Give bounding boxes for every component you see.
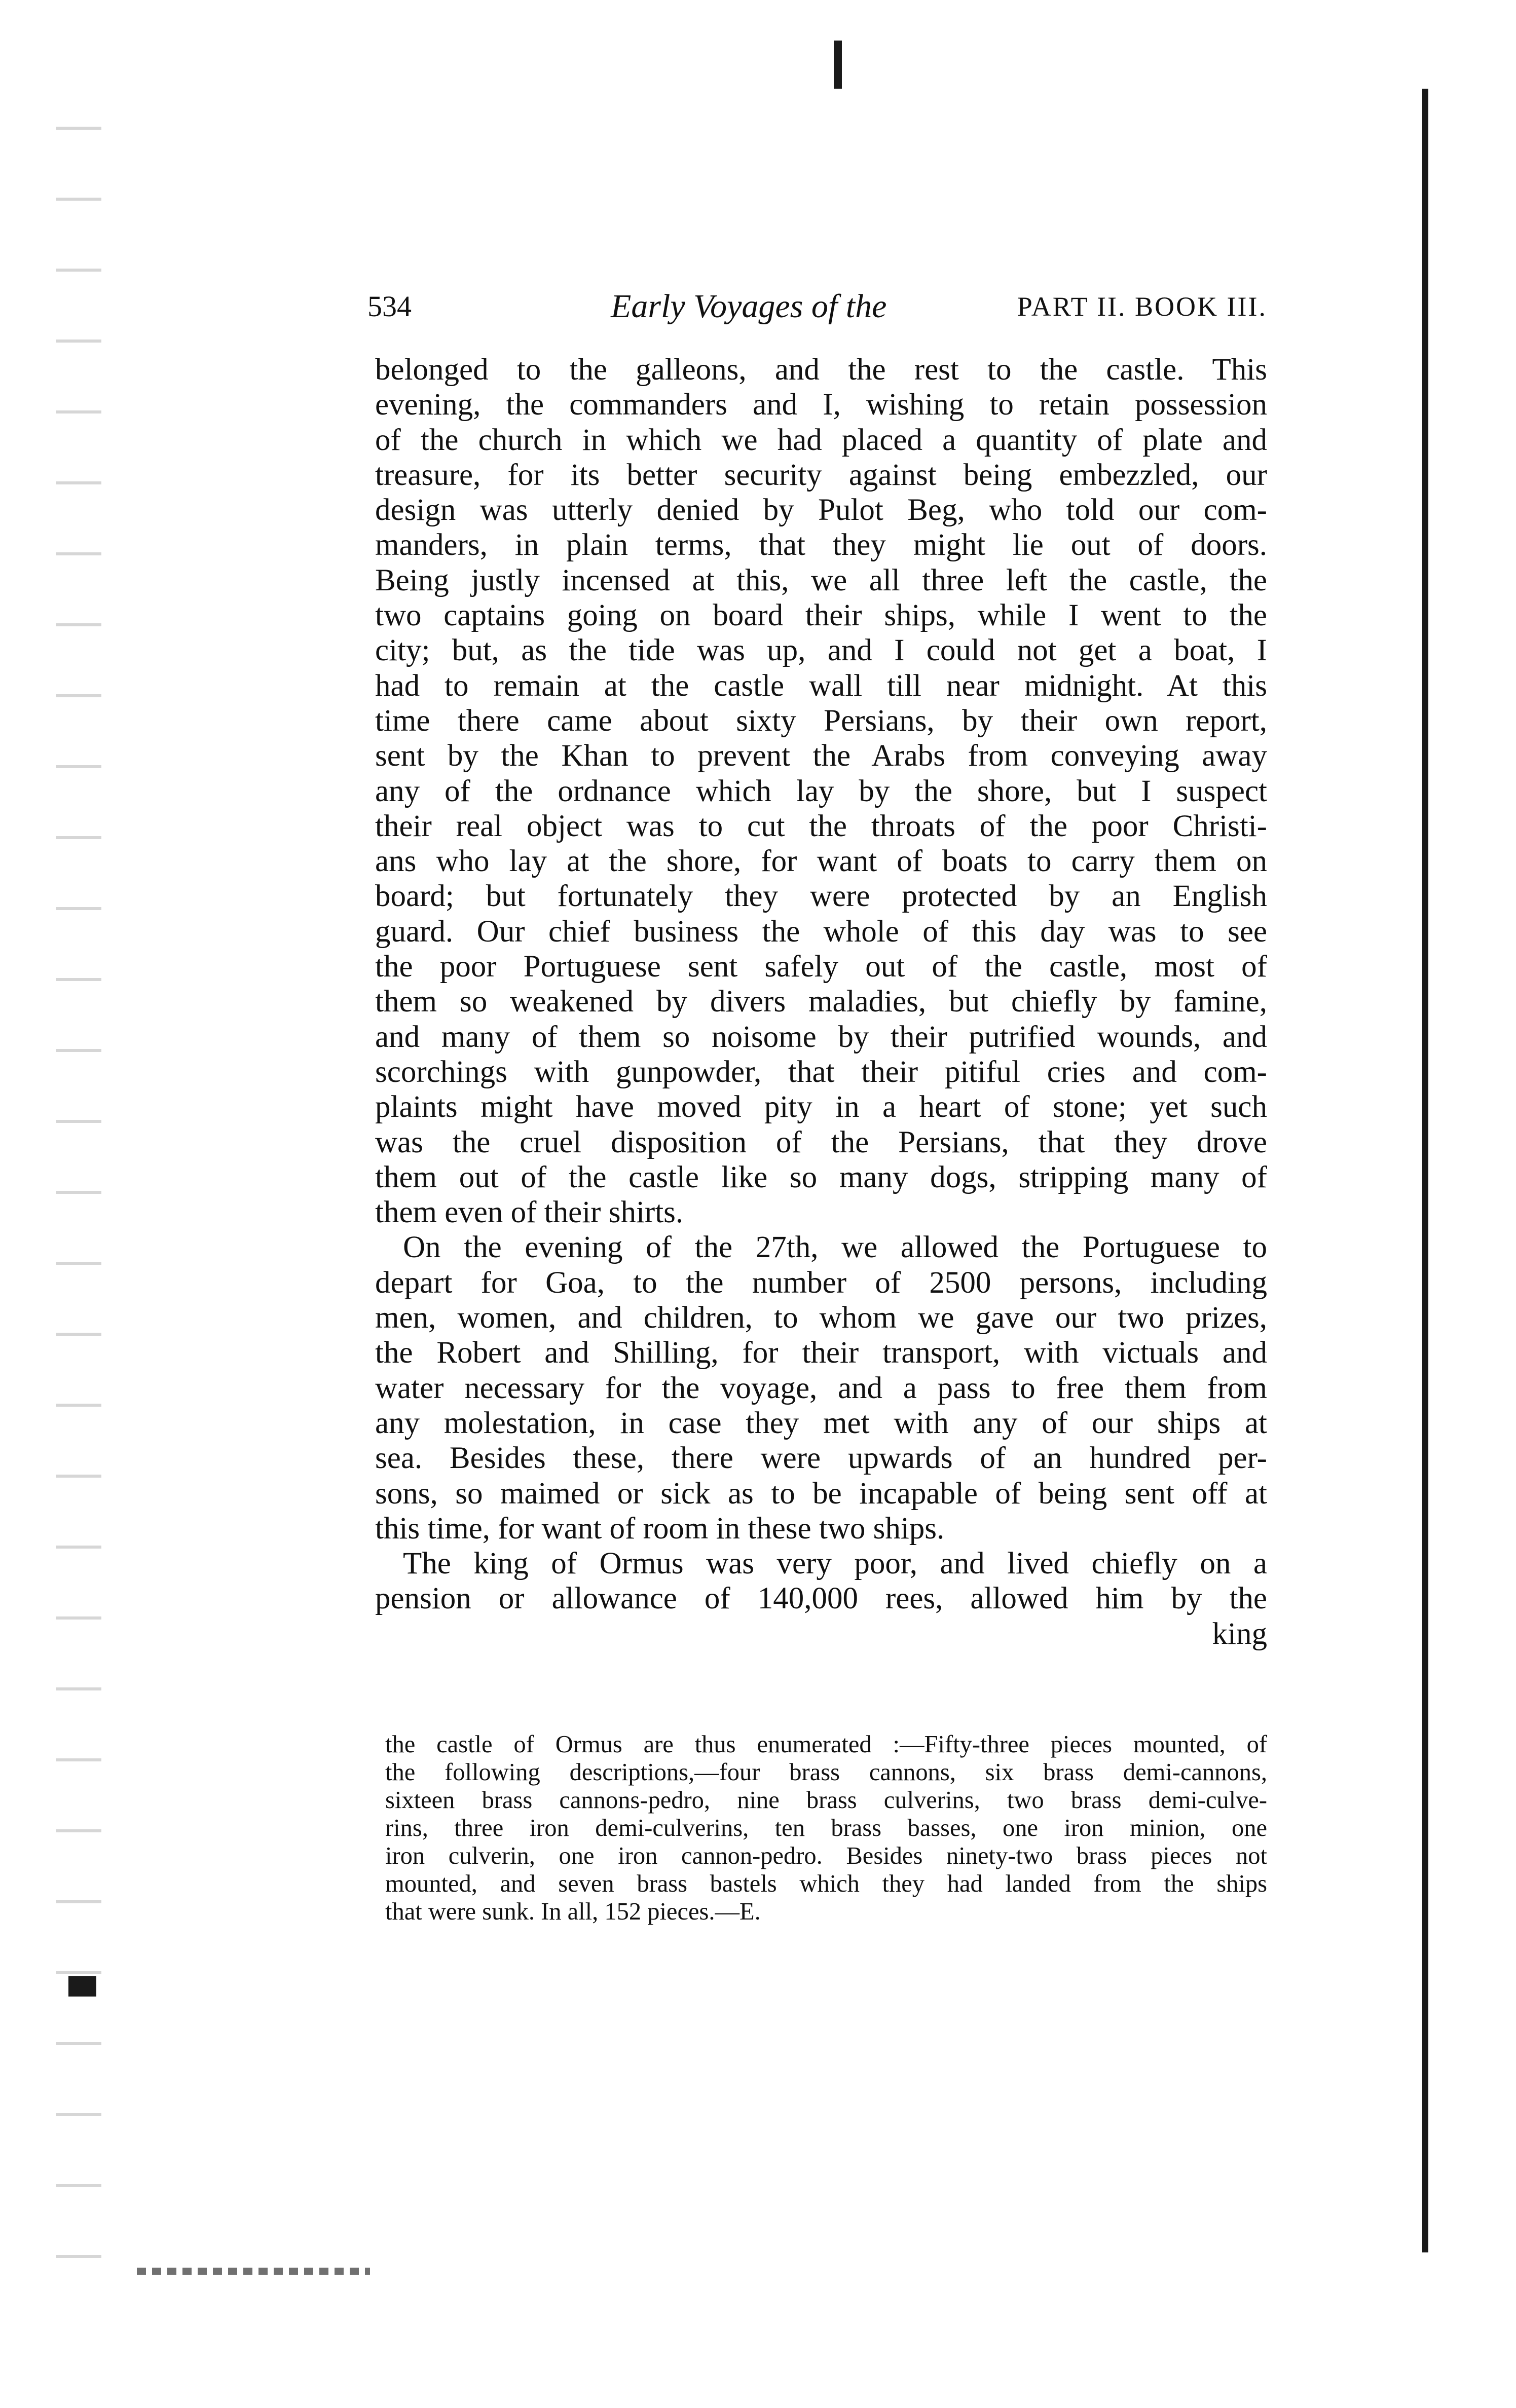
body-text <box>375 352 1267 1651</box>
body-line: Being justly incensed at this, we all three left the castle, the <box>375 563 1267 597</box>
body-line: them out of the castle like so many dogs, stripping many of <box>375 1160 1267 1194</box>
body-line: depart for Goa, to the number of 2500 persons, including <box>375 1265 1267 1300</box>
footnote-line: that were sunk. In all, 152 pieces.—E. <box>385 1898 761 1925</box>
body-line: ans who lay at the shore, for want of boats to carry them on <box>375 844 1267 879</box>
body-line: evening, the commanders and I, wishing to retain possession <box>375 388 1267 422</box>
body-line: men, women, and children, to whom we gave our two prizes, <box>375 1301 1267 1335</box>
body-line: this time, for want of room in these two ships. <box>375 1511 945 1546</box>
body-line: them even of their shirts. <box>375 1195 684 1230</box>
footnote-line: iron culverin, one iron cannon-pedro. Besides ninety-two brass pieces not <box>385 1842 1267 1869</box>
body-line: of the church in which we had placed a quantity of plate and <box>375 423 1267 457</box>
body-line: city; but, as the tide was up, and I could not get a boat, I <box>375 633 1267 668</box>
body-line: sent by the Khan to prevent the Arabs from conveying away <box>375 739 1267 773</box>
body-line: any molestation, in case they met with any of our ships at <box>375 1406 1267 1440</box>
page-number: 534 <box>367 290 412 323</box>
body-line: manders, in plain terms, that they might lie out of doors. <box>375 528 1267 562</box>
footnote-line: sixteen brass cannons-pedro, nine brass culverins, two brass demi-culve- <box>385 1787 1267 1814</box>
catchword: king <box>1212 1616 1267 1651</box>
scan-bottom-smudge <box>137 2268 370 2275</box>
body-line: pension or allowance of 140,000 rees, allowed him by the <box>375 1582 1267 1616</box>
body-line: treasure, for its better security against being embezzled, our <box>375 458 1267 492</box>
scan-margin-mark <box>68 1976 96 1997</box>
body-line: the poor Portuguese sent safely out of the castle, most of <box>375 950 1267 984</box>
paragraph-first-line: The king of Ormus was very poor, and lived chiefly on a <box>403 1547 1267 1581</box>
body-line: time there came about sixty Persians, by their own report, <box>375 703 1267 738</box>
body-line: design was utterly denied by Pulot Beg, who told our com- <box>375 493 1267 528</box>
body-line: board; but fortunately they were protected by an English <box>375 879 1267 914</box>
scan-margin-specks <box>56 91 101 2270</box>
body-line: scorchings with gunpowder, that their pitiful cries and com- <box>375 1055 1267 1089</box>
body-line: the Robert and Shilling, for their transport, with victuals and <box>375 1336 1267 1370</box>
body-line: water necessary for the voyage, and a pass to free them from <box>375 1371 1267 1405</box>
body-line: and many of them so noisome by their putrified wounds, and <box>375 1020 1267 1054</box>
body-line: them so weakened by divers maladies, but chiefly by famine, <box>375 985 1267 1019</box>
body-line: any of the ordnance which lay by the shore, but I suspect <box>375 774 1267 808</box>
body-line: had to remain at the castle wall till near midnight. At this <box>375 668 1267 703</box>
body-line: belonged to the galleons, and the rest to the castle. This <box>375 353 1267 387</box>
body-line: two captains going on board their ships, while I went to the <box>375 598 1267 633</box>
scan-top-mark <box>834 41 842 89</box>
footnote <box>385 1730 1267 1926</box>
paragraph-first-line: On the evening of the 27th, we allowed the Portuguese to <box>403 1230 1267 1265</box>
body-line: was the cruel disposition of the Persians, that they drove <box>375 1125 1267 1159</box>
body-line: plaints might have moved pity in a heart of stone; yet such <box>375 1090 1267 1124</box>
section-label: PART II. BOOK III. <box>1017 291 1267 322</box>
body-line: their real object was to cut the throats of the poor Christi- <box>375 809 1267 843</box>
running-title: Early Voyages of the <box>611 288 887 325</box>
footnote-line: mounted, and seven brass bastels which they had landed from the ships <box>385 1870 1267 1897</box>
scan-right-border <box>1422 89 1428 2252</box>
body-line: sea. Besides these, there were upwards of an hundred per- <box>375 1441 1267 1476</box>
footnote-line: rins, three iron demi-culverins, ten brass basses, one iron minion, one <box>385 1815 1267 1841</box>
page-header <box>367 284 1267 329</box>
body-line: sons, so maimed or sick as to be incapable of being sent off at <box>375 1476 1267 1511</box>
footnote-line: the following descriptions,—four brass cannons, six brass demi-cannons, <box>385 1759 1267 1786</box>
footnote-line: the castle of Ormus are thus enumerated :—Fifty-three pieces mounted, of <box>385 1731 1267 1758</box>
body-line: guard. Our chief business the whole of this day was to see <box>375 914 1267 949</box>
